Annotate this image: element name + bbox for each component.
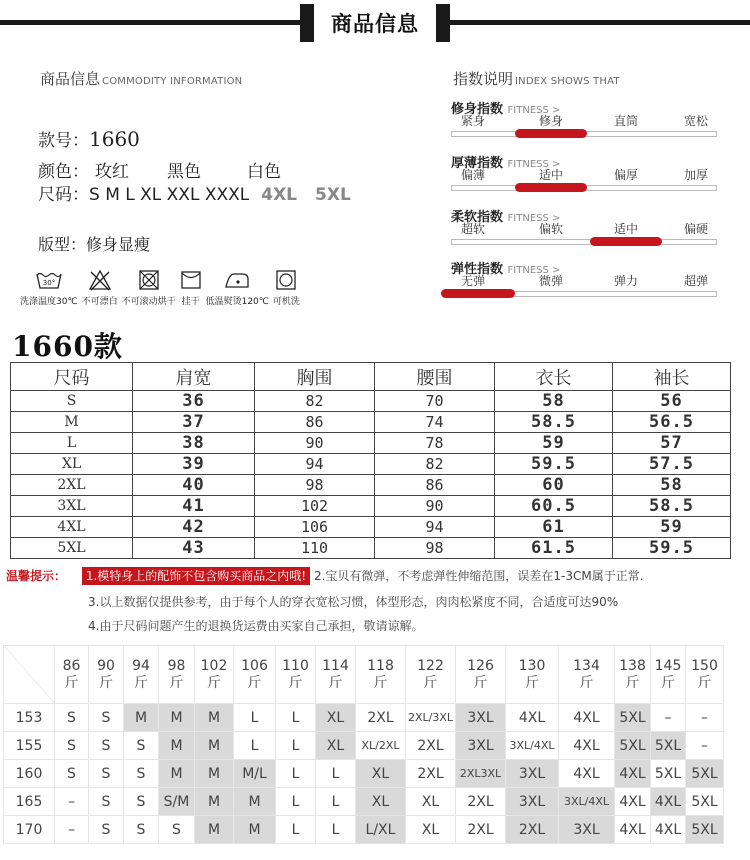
size-cell: 5XL	[615, 732, 651, 760]
size-cell: S	[124, 788, 159, 816]
size-cell: XL	[406, 788, 456, 816]
care-iron: 低温熨烫120℃	[206, 268, 269, 307]
size-cell: L	[276, 788, 316, 816]
size-cell: 5XL	[615, 704, 651, 732]
size-cell: M	[159, 704, 195, 732]
size-cell: 3XL	[506, 760, 559, 788]
size-cell: M	[234, 788, 276, 816]
color-2: 黑色	[167, 162, 201, 182]
no-bleach-icon	[88, 268, 112, 292]
weight-col-header: 110 斤	[276, 646, 316, 704]
size-cell: 3XL/4XL	[559, 788, 615, 816]
size-cell: 4XL	[615, 788, 651, 816]
size-cell: L	[276, 732, 316, 760]
size-cell: S	[89, 704, 124, 732]
dry-clean-icon	[275, 268, 297, 292]
size-cell: S	[55, 732, 89, 760]
weight-col-header: 118 斤	[356, 646, 406, 704]
size-cell: 4XL	[651, 788, 686, 816]
weight-col-header: 138 斤	[615, 646, 651, 704]
table-row: XL 39 94 82 59.5 57.5	[11, 454, 731, 475]
size-cell: M	[195, 760, 234, 788]
size-cell: S/M	[159, 788, 195, 816]
size-cell: L	[276, 816, 316, 844]
weight-col-header: 94 斤	[124, 646, 159, 704]
care-dry-clean: 可机洗	[273, 268, 300, 307]
size-cell: –	[651, 704, 686, 732]
index-heading: 指数说明 INDEX SHOWS THAT	[453, 70, 620, 88]
table-row: M 37 86 74 58.5 56.5	[11, 412, 731, 433]
size-4xl: 4XL	[261, 185, 298, 205]
weight-col-header: 98 斤	[159, 646, 195, 704]
care-wash: 30° 洗涤温度30℃	[20, 268, 78, 307]
size-cell: 4XL	[615, 760, 651, 788]
size-cell: L	[234, 704, 276, 732]
sizes-main: S M L XL XXL XXXL	[89, 185, 250, 205]
hang-dry-icon	[180, 268, 202, 292]
notes-highlight: 1.模特身上的配饰不包含购买商品之内哦!	[82, 567, 310, 585]
table-row: 5XL 43 110 98 61.5 59.5	[11, 538, 731, 559]
size-cell: 3XL	[456, 732, 506, 760]
table-row: 2XL 40 98 86 60 58	[11, 475, 731, 496]
size-cell: XL	[406, 816, 456, 844]
weight-col-header: 114 斤	[316, 646, 356, 704]
height-cell: 160	[4, 760, 55, 788]
size-cell: S	[55, 760, 89, 788]
size-cell: 4XL	[559, 760, 615, 788]
notes-line1: 2.宝贝有微弹，不考虑弹性伸缩范围，误差在1-3CM属于正常.	[313, 569, 644, 583]
table-row	[4, 732, 724, 760]
weight-col-header: 86 斤	[55, 646, 89, 704]
size-cell: L	[316, 788, 356, 816]
size-cell: L	[316, 816, 356, 844]
table-row: L 38 90 78 59 57	[11, 433, 731, 454]
weight-col-header: 106 斤	[234, 646, 276, 704]
table-row	[4, 816, 724, 844]
table-row	[4, 788, 724, 816]
size-cell: –	[55, 788, 89, 816]
iron-low-icon	[223, 268, 251, 292]
table-row	[4, 760, 724, 788]
table-row: 4XL 42 106 94 61 59	[11, 517, 731, 538]
size-cell: 4XL	[651, 816, 686, 844]
size-chart-header: 尺码 肩宽 胸围 腰围 衣长 袖长	[11, 363, 731, 391]
size-cell: –	[55, 816, 89, 844]
care-icons	[20, 268, 365, 307]
size-cell: 2XL3XL	[456, 760, 506, 788]
size-cell: 3XL	[506, 788, 559, 816]
fitness-row-3: 柔软指数 FITNESS > 超软 偏软 适中 偏硬	[451, 206, 721, 258]
table-row: 3XL 41 102 90 60.5 58.5	[11, 496, 731, 517]
size-cell: M	[159, 732, 195, 760]
size-cell: M	[195, 704, 234, 732]
size-cell: M	[124, 704, 159, 732]
weight-col-header: 90 斤	[89, 646, 124, 704]
size-cell: 5XL	[651, 760, 686, 788]
fitness-row-4: 弹性指数 FITNESS > 无弹 微弹 弹力 超弹	[451, 258, 721, 310]
size-cell: S	[89, 816, 124, 844]
header-title: 商品信息	[331, 12, 419, 36]
softness-selected-marker	[590, 237, 662, 246]
size-cell: XL	[316, 732, 356, 760]
size-cell: XL	[356, 788, 406, 816]
fitness-selected-marker	[515, 129, 587, 138]
size-cell: 3XL	[456, 704, 506, 732]
size-cell: S	[124, 760, 159, 788]
size-cell: 4XL	[615, 816, 651, 844]
softness-track	[451, 239, 717, 245]
size-cell: L	[276, 760, 316, 788]
size-cell: 2XL	[406, 732, 456, 760]
size-cell: L	[276, 704, 316, 732]
size-cell: 2XL	[356, 704, 406, 732]
size-5xl: 5XL	[315, 185, 351, 205]
size-cell: L	[316, 760, 356, 788]
size-cell: 2XL	[456, 788, 506, 816]
thickness-selected-marker	[515, 183, 587, 192]
size-cell: 3XL	[559, 816, 615, 844]
notes-label: 温馨提示：	[6, 569, 67, 583]
size-cell: M	[234, 816, 276, 844]
elasticity-selected-marker	[441, 289, 515, 298]
no-tumble-dry-icon	[138, 268, 160, 292]
size-cell: L	[234, 732, 276, 760]
size-cell: XL	[356, 760, 406, 788]
fitness-row-2: 厚薄指数 FITNESS > 偏薄 适中 偏厚 加厚	[451, 152, 721, 204]
size-cell: 5XL	[686, 760, 724, 788]
size-chart-table	[10, 362, 731, 559]
size-cell: 5XL	[651, 732, 686, 760]
color-line: 颜色： 玫红 黑色 白色	[38, 162, 281, 182]
size-cell: 2XL	[506, 816, 559, 844]
size-cell: S	[124, 816, 159, 844]
commodity-heading: 商品信息 COMMODITY INFORMATION	[40, 70, 243, 88]
color-1: 玫红	[95, 162, 129, 182]
weight-col-header: 130 斤	[506, 646, 559, 704]
size-cell: 4XL	[559, 732, 615, 760]
size-cell: XL/2XL	[356, 732, 406, 760]
size-cell: S	[89, 732, 124, 760]
size-cell: 4XL	[559, 704, 615, 732]
size-cell: M	[195, 732, 234, 760]
fit-value: 修身显瘦	[86, 235, 151, 254]
size-cell: S	[159, 816, 195, 844]
size-cell: M	[195, 788, 234, 816]
size-cell: S	[124, 732, 159, 760]
table-row: S 36 82 70 58 56	[11, 391, 731, 412]
weight-col-header: 122 斤	[406, 646, 456, 704]
notes-line-3: 4.由于尺码问题产生的退换货运费由买家自己承担，敬请谅解。	[88, 619, 424, 633]
size-cell: 3XL/4XL	[506, 732, 559, 760]
size-cell: –	[686, 704, 724, 732]
color-3: 白色	[247, 162, 281, 182]
height-cell: 165	[4, 788, 55, 816]
weight-col-header: 150 斤	[686, 646, 724, 704]
size-cell: 2XL	[456, 816, 506, 844]
size-cell: 5XL	[686, 788, 724, 816]
model-value: 1660	[89, 127, 140, 151]
size-cell: M/L	[234, 760, 276, 788]
size-line: 尺码：S M L XL XXL XXXL 4XL 5XL	[38, 185, 351, 205]
size-cell: L/XL	[356, 816, 406, 844]
weight-header-row	[4, 646, 724, 704]
size-cell: M	[159, 760, 195, 788]
notes-line-2: 3.以上数据仅提供参考，由于每个人的穿衣宽松习惯，体型形态，肉肉松紧度不同，合适度可达90%	[88, 595, 619, 609]
size-recommendation-table	[3, 645, 724, 844]
size-cell: M	[195, 816, 234, 844]
weight-col-header: 102 斤	[195, 646, 234, 704]
size-cell: 2XL	[406, 760, 456, 788]
care-no-tumble: 不可滚动烘干	[122, 268, 176, 307]
size-cell: S	[89, 788, 124, 816]
size-cell: –	[686, 732, 724, 760]
svg-text:30°: 30°	[42, 279, 55, 287]
fitness-row-1: 修身指数 FITNESS > 紧身 修身 直筒 宽松	[451, 98, 721, 150]
care-no-bleach: 不可漂白	[82, 268, 118, 307]
size-cell: S	[89, 760, 124, 788]
header-title-box	[300, 4, 450, 42]
size-cell: 4XL	[506, 704, 559, 732]
weight-col-header: 126 斤	[456, 646, 506, 704]
care-hang: 挂干	[180, 268, 202, 307]
model-line: 款号：1660	[38, 127, 140, 151]
height-cell: 155	[4, 732, 55, 760]
height-cell: 170	[4, 816, 55, 844]
corner-cell	[4, 646, 55, 704]
size-cell: 5XL	[686, 816, 724, 844]
notes-line-1	[6, 567, 644, 584]
size-cell: S	[55, 704, 89, 732]
size-cell: 2XL/3XL	[406, 704, 456, 732]
size-cell: XL	[316, 704, 356, 732]
table-row	[4, 704, 724, 732]
height-cell: 153	[4, 704, 55, 732]
wash-30-icon	[35, 268, 63, 292]
fit-line: 版型：修身显瘦	[38, 235, 151, 254]
weight-col-header: 134 斤	[559, 646, 615, 704]
weight-col-header: 145 斤	[651, 646, 686, 704]
size-chart-title: 1660款	[12, 330, 123, 363]
